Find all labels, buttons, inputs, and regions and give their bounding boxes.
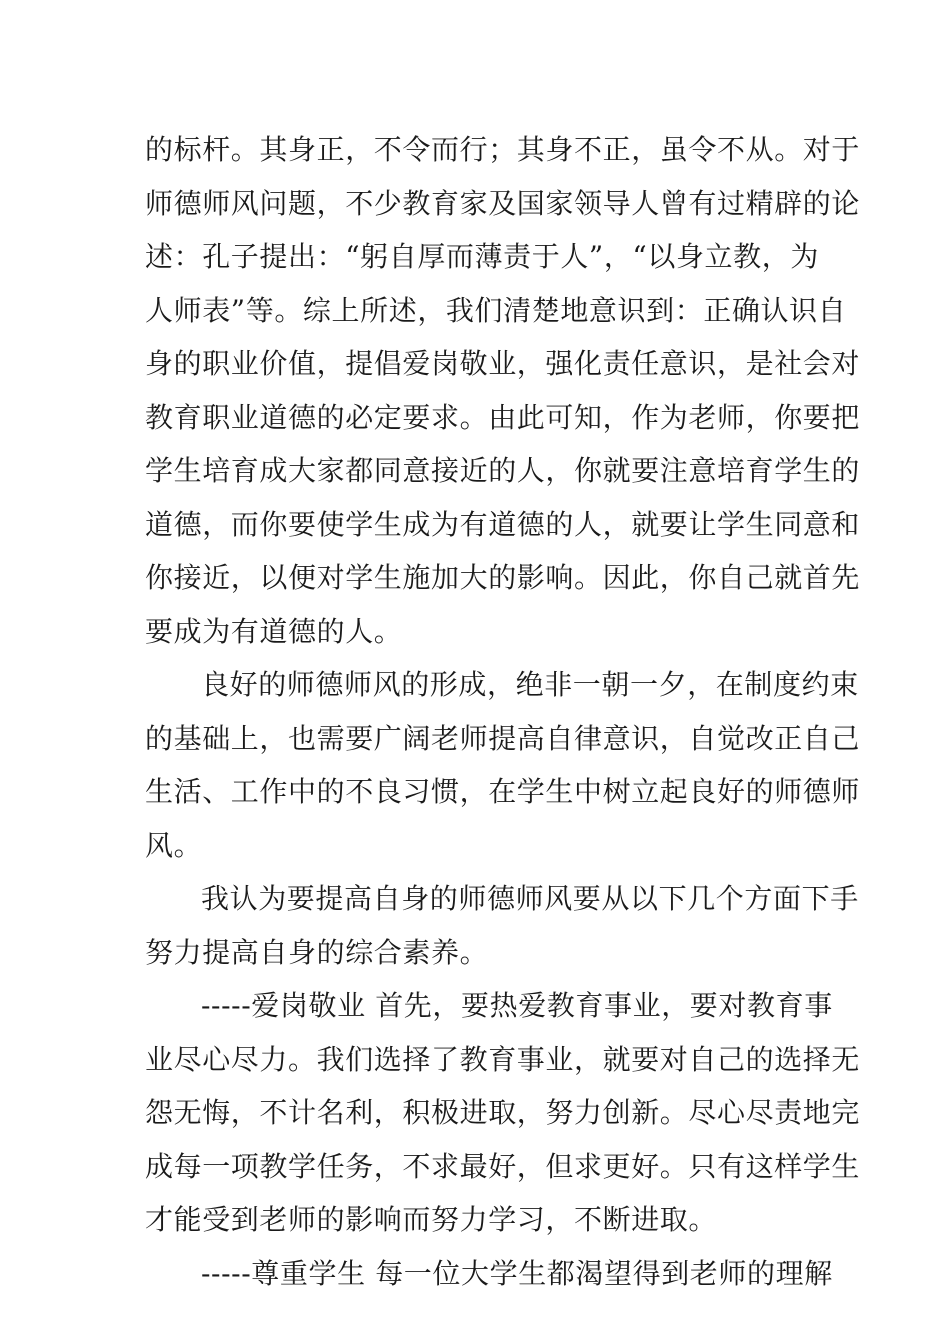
text-line: 怨无悔，不计名利，积极进取，努力创新。尽心尽责地完 <box>145 1096 861 1129</box>
paragraph-3 <box>145 872 859 979</box>
text-line: 述：孔子提出：“躬自厚而薄责于人”，“以身立教，为 <box>145 240 819 273</box>
text-line-first: -----尊重学生 每一位大学生都渴望得到老师的理解 <box>201 1256 833 1290</box>
text-line: 业尽心尽力。我们选择了教育事业，就要对自己的选择无 <box>145 1042 861 1076</box>
paragraph-1 <box>145 123 861 658</box>
text-line: 才能受到老师的影响而努力学习，不断进取。 <box>145 1203 718 1236</box>
text-line-first: -----爱岗敬业 首先，要热爱教育事业，要对教育事 <box>201 989 833 1022</box>
text-line: 人师表”等。综上所述，我们清楚地意识到：正确认识自 <box>145 293 847 327</box>
text-line: 生活、工作中的不良习惯，在学生中树立起良好的师德师 <box>145 775 861 808</box>
text-line: 努力提高自身的综合素养。 <box>145 935 489 969</box>
text-line: 学生培育成大家都同意接近的人，你就要注意培育学生的 <box>145 454 861 487</box>
paragraph-4 <box>145 979 861 1247</box>
text-line: 的基础上，也需要广阔老师提高自律意识，自觉改正自己 <box>145 721 861 755</box>
paragraph-5 <box>145 1247 833 1301</box>
text-line-first: 良好的师德师风的形成，绝非一朝一夕，在制度约束 <box>201 668 859 701</box>
text-line: 身的职业价值，提倡爱岗敬业，强化责任意识，是社会对 <box>145 347 861 380</box>
text-line: 成每一项教学任务，不求最好，但求更好。只有这样学生 <box>145 1149 861 1183</box>
text-line: 风。 <box>145 828 203 862</box>
text-line: 你接近，以便对学生施加大的影响。因此，你自己就首先 <box>145 561 861 594</box>
paragraph-2 <box>145 658 861 872</box>
body-text <box>145 123 861 1300</box>
text-line: 师德师风问题，不少教育家及国家领导人曾有过精辟的论 <box>145 186 861 220</box>
text-line: 道德，而你要使学生成为有道德的人，就要让学生同意和 <box>145 507 861 541</box>
text-line-first: 我认为要提高自身的师德师风要从以下几个方面下手 <box>201 882 859 915</box>
text-line: 要成为有道德的人。 <box>145 614 403 648</box>
text-line: 教育职业道德的必定要求。由此可知，作为老师，你要把 <box>145 400 861 434</box>
text-line: 的标杆。其身正，不令而行；其身不正，虽令不从。对于 <box>145 133 861 166</box>
